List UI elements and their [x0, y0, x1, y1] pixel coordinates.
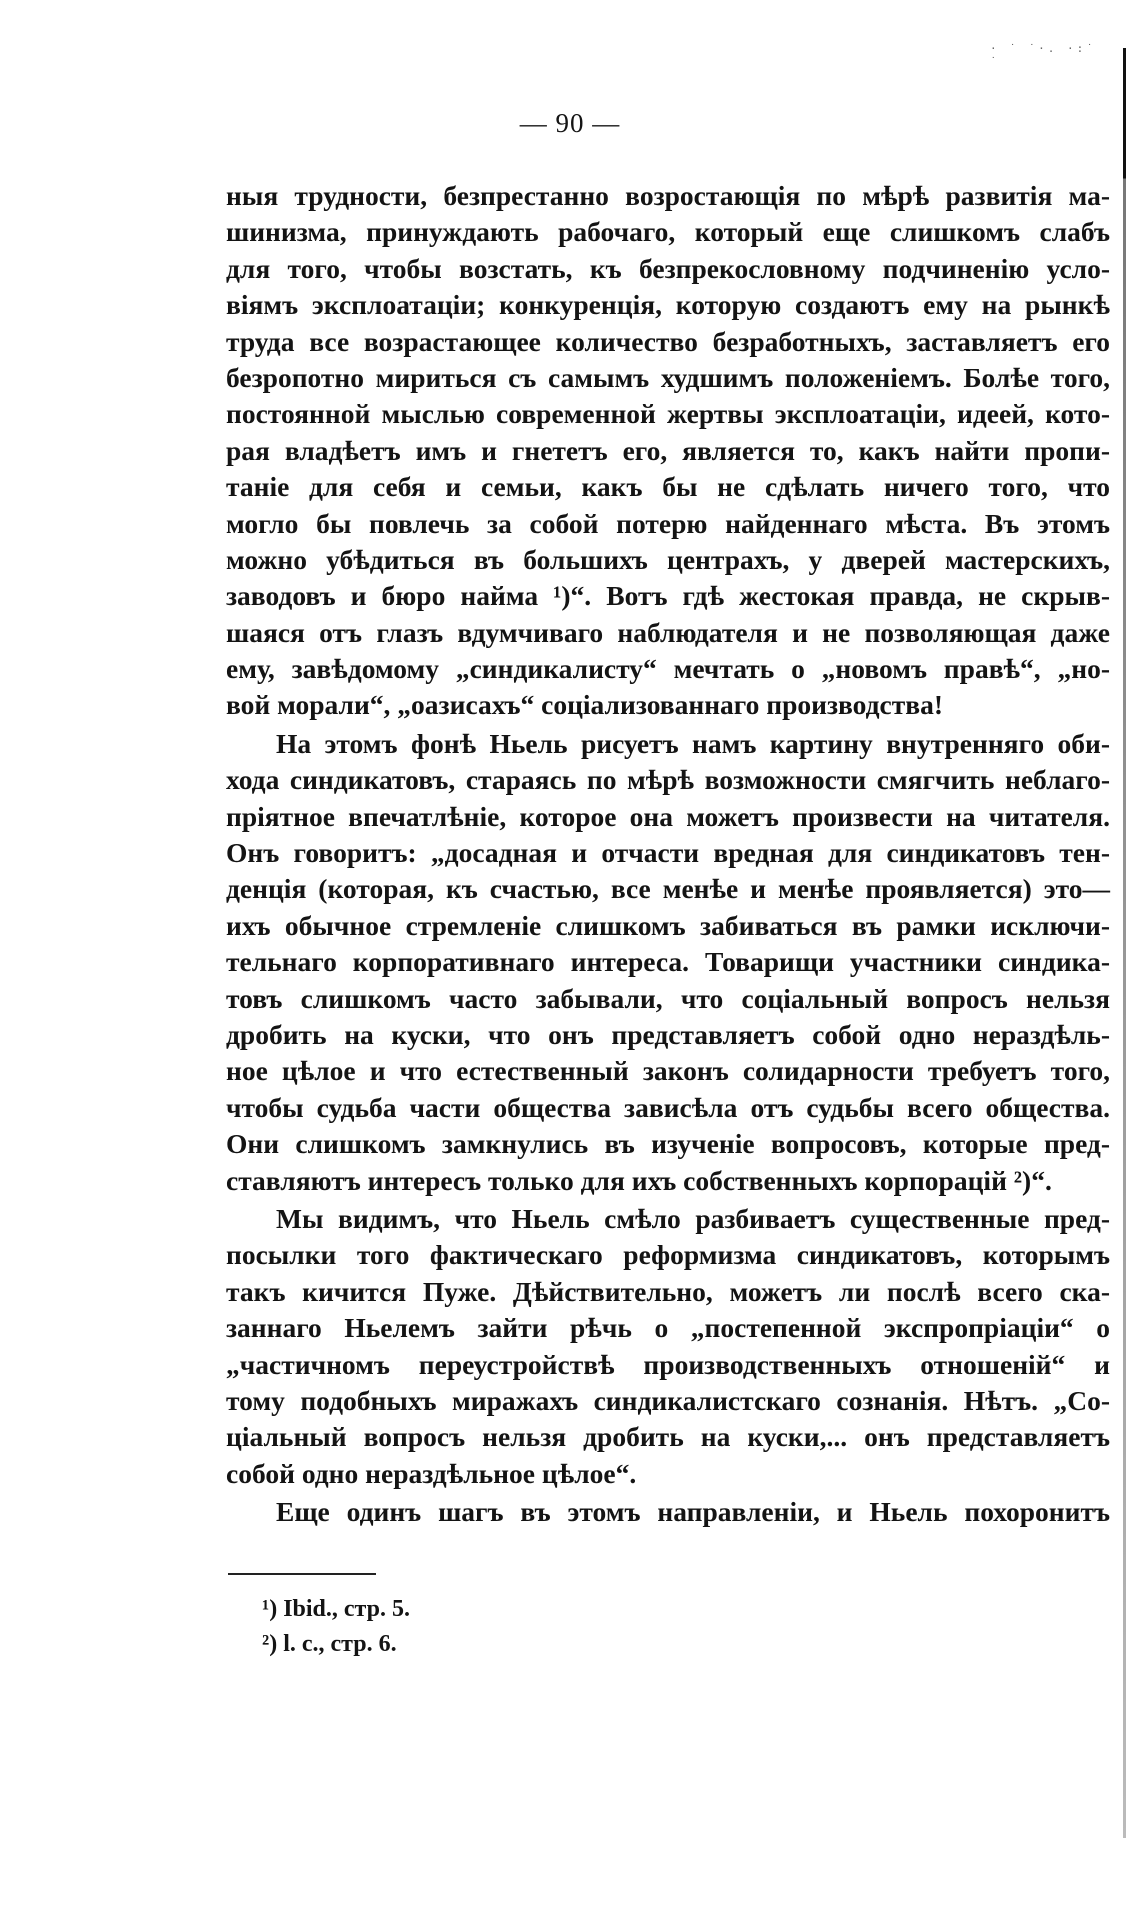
- main-text: [226, 178, 1110, 1532]
- footnote-divider: [228, 1573, 376, 1575]
- paragraph-2: [226, 726, 1110, 1199]
- text-line: віямъ эксплоатаціи; конкуренція, которую создаютъ ему на рынкѣ: [226, 289, 1110, 321]
- text-line: безропотно мириться съ самымъ худшимъ положеніемъ. Болѣе того,: [226, 361, 1110, 393]
- text-line: ихъ обычное стремленіе слишкомъ забиваться въ рамки исключи-: [226, 909, 1110, 941]
- text-line: ціальный вопросъ нельзя дробить на куски,... онъ представляетъ: [226, 1421, 1110, 1453]
- text-line: Еще одинъ шагъ въ этомъ направленіи, и Ньель похоронитъ: [276, 1496, 1110, 1528]
- text-line: можно убѣдиться въ большихъ центрахъ, у дверей мастерскихъ,: [226, 543, 1110, 575]
- paragraph-3: [226, 1201, 1110, 1492]
- text-line: ставляютъ интересъ только для ихъ собственныхъ корпорацій ²)“.: [226, 1164, 1052, 1196]
- text-line: дробить на куски, что онъ представляетъ собой одно нераздѣль-: [226, 1018, 1110, 1050]
- text-line: таніе для себя и семьи, какъ бы не сдѣлать ничего того, что: [226, 471, 1110, 503]
- text-line: Мы видимъ, что Ньель смѣло разбиваетъ существенные пред-: [276, 1202, 1110, 1234]
- text-line: рая владѣетъ имъ и гнететъ его, является то, какъ найти пропи-: [226, 434, 1110, 466]
- text-line: „частичномъ переустройствѣ производственныхъ отношеній“ и: [226, 1348, 1110, 1380]
- text-line: могло бы повлечь за собой потерю найденнаго мѣста. Въ этомъ: [226, 507, 1110, 539]
- text-line: вой морали“, „оазисахъ“ соціализованнаго производства!: [226, 689, 944, 721]
- footnotes: [262, 1592, 410, 1662]
- text-line: тому подобныхъ миражахъ синдикалистскаго сознанія. Нѣтъ. „Со-: [226, 1384, 1110, 1416]
- text-line: товъ слишкомъ часто забывали, что соціальный вопросъ нельзя: [226, 982, 1110, 1014]
- text-line: заводовъ и бюро найма ¹)“. Вотъ гдѣ жестокая правда, не скрыв-: [226, 580, 1110, 612]
- text-line: собой одно нераздѣльное цѣлое“.: [226, 1457, 637, 1489]
- footnote-2: ²) l. c., стр. 6.: [262, 1631, 397, 1657]
- text-line: чтобы судьба части общества зависѣла отъ судьбы всего общества.: [226, 1091, 1110, 1123]
- text-line: ныя трудности, безпрестанно возростающія по мѣрѣ развитія ма-: [226, 180, 1110, 211]
- text-line: заннаго Ньелемъ зайти рѣчь о „постепенной экспропріаціи“ о: [226, 1312, 1110, 1344]
- paragraph-1: [226, 178, 1110, 724]
- paragraph-4: [226, 1494, 1110, 1530]
- page-number: — 90 —: [519, 108, 621, 138]
- scan-speckles: · ˙ ˙·. ·:˙ ˙: [990, 42, 1096, 68]
- text-line: ему, завѣдомому „синдикалисту“ мечтать о „новомъ правѣ“, „но-: [226, 653, 1110, 685]
- page-edge-shadow: [1123, 48, 1126, 1838]
- text-line: На этомъ фонѣ Ньель рисуетъ намъ картину внутренняго оби-: [276, 727, 1110, 759]
- text-line: посылки того фактическаго реформизма синдикатовъ, которымъ: [226, 1239, 1110, 1271]
- footnote-1: ¹) Ibid., стр. 5.: [262, 1596, 410, 1622]
- text-line: Они слишкомъ замкнулись въ изученіе вопросовъ, которые пред-: [226, 1128, 1110, 1160]
- text-line: ное цѣлое и что естественный законъ солидарности требуетъ того,: [226, 1055, 1110, 1087]
- text-line: шаяся отъ глазъ вдумчиваго наблюдателя и не позволяющая даже: [226, 616, 1110, 648]
- text-line: пріятное впечатлѣніе, которое она можетъ произвести на читателя.: [226, 800, 1110, 832]
- text-line: труда все возрастающее количество безработныхъ, заставляетъ его: [226, 325, 1110, 357]
- text-line: такъ кичится Пуже. Дѣйствительно, можетъ ли послѣ всего ска-: [226, 1275, 1110, 1307]
- text-line: постоянной мыслью современной жертвы эксплоатаціи, идеей, кото-: [226, 398, 1110, 430]
- text-line: хода синдикатовъ, стараясь по мѣрѣ возможности смягчить неблаго-: [226, 764, 1110, 796]
- text-line: денція (которая, къ счастью, все менѣе и менѣе проявляется) это—: [226, 873, 1110, 905]
- text-line: Онъ говоритъ: „досадная и отчасти вредная для синдикатовъ тен-: [226, 837, 1110, 869]
- text-line: для того, чтобы возстать, къ безпрекословному подчиненію усло-: [226, 252, 1110, 284]
- text-line: тельнаго корпоративнаго интереса. Товарищи участники синдика-: [226, 946, 1110, 978]
- text-line: шинизма, принуждають рабочаго, который еще слишкомъ слабъ: [226, 216, 1110, 248]
